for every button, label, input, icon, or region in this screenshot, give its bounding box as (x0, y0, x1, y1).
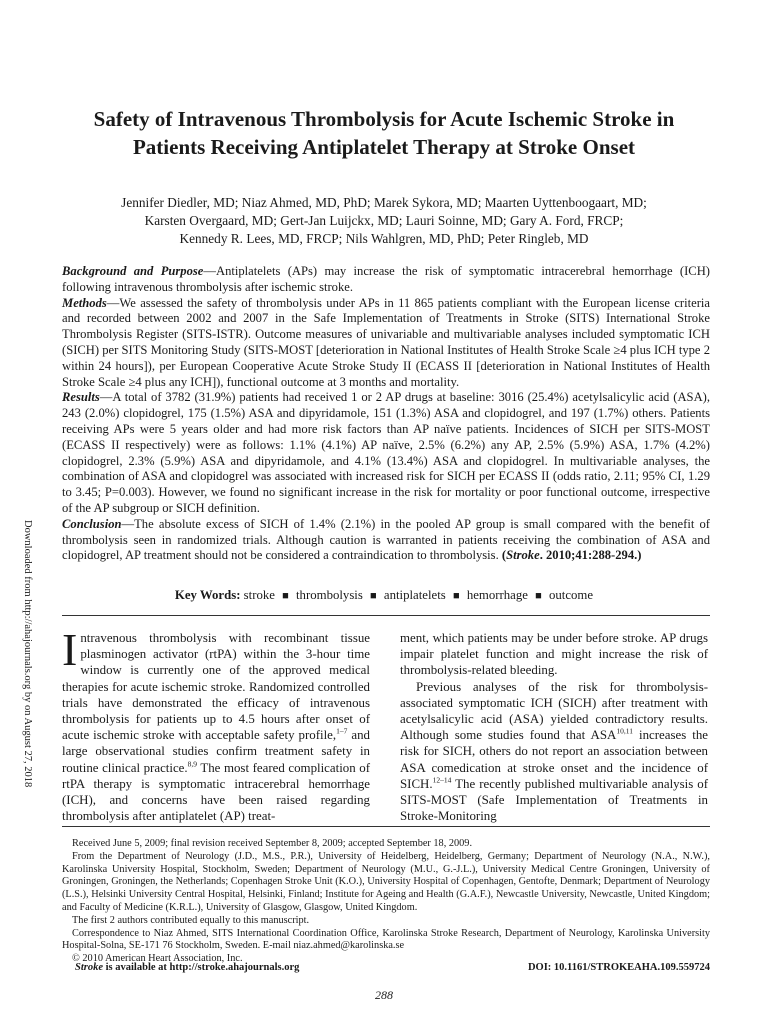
intro-paragraph-continued: ment, which patients may be under before stroke. AP drugs impair platelet function and might increase the risk of thrombolysis-related bleeding. (400, 631, 708, 678)
abstract-results-text: —A total of 3782 (31.9%) patients had received 1 or 2 AP drugs at baseline: 3016 (25.4%) acetylsalicylic acid (ASA), 243 (2.0%) clopidogrel, 175 (1.5%) ASA and dipyridamole, 151 (1.3%) ASA and clopidogrel, and 197 (1.7%) others. Patients receiving APs were 5 years older and had more risk factors than AP naïve patients. Incidences of SICH per SITS-MOST (ECASS II respectively) were as follows: 1.1% (4.1%) AP naïve, 2.5% (6.2%) any AP, 2.5% (5.9%) ASA, 1.7% (4.2%) clopidogrel, 2.3% (5.9%) ASA and dipyridamole, and 4.1% (13.4%) ASA and clopidogrel. In multivariable analyses, the combination of ASA and clopidogrel was associated with increased risk for SICH per ECASS II (odds ratio, 2.11; 95% CI, 1.29 to 3.45; P=0.003). However, we found no significant increase in the risk for mortality or poor functional outcome, irrespective of the AP subgroup or SICH definition. (62, 390, 710, 515)
abstract-conclusion-label: Conclusion (62, 516, 122, 531)
abstract-results-label: Results (62, 390, 100, 405)
keywords-label: Key Words: (174, 588, 241, 602)
section-divider (62, 615, 710, 616)
reference-superscript[interactable]: 10,11 (616, 726, 633, 736)
reference-superscript[interactable]: 8,9 (187, 759, 197, 769)
citation-rest: . 2010;41:288-294.) (539, 548, 642, 563)
keyword: stroke (243, 588, 275, 602)
keyword: antiplatelets (383, 588, 446, 602)
footnotes (62, 838, 710, 966)
doi-label[interactable]: DOI: 10.1161/STROKEAHA.109.559724 (527, 962, 710, 973)
keyword-separator: ■ (452, 590, 460, 602)
keyword: outcome (549, 588, 594, 602)
page-number: 288 (375, 988, 393, 1002)
intro-text: The most feared complication of rtPA therapy is symptomatic intracerebral hemorrhage (ICH), and concerns have been raised regarding thrombolysis after antiplatelet (AP) treat- (62, 760, 370, 824)
reference-superscript[interactable]: 12–14 (432, 775, 452, 785)
keywords (60, 587, 708, 604)
abstract-conclusion (62, 517, 710, 564)
body-text: increases the risk for SICH, others do not report an association between ASA comedication at stroke onset and the incidence of SICH. (400, 728, 708, 791)
article-title: Safety of Intravenous Thrombolysis for Acute Ischemic Stroke in Patients Receiving Antiplatelet Therapy at Stroke Onset (93, 107, 675, 159)
footnote-copyright: © 2010 American Heart Association, Inc. (72, 953, 243, 965)
abstract-results (62, 390, 710, 516)
author-line: Karsten Overgaard, MD; Gert-Jan Luijckx, MD; Lauri Soinne, MD; Gary A. Ford, FRCP; (144, 213, 624, 228)
journal-availability (75, 962, 299, 973)
abstract-citation (502, 548, 642, 562)
keyword-separator: ■ (370, 590, 377, 602)
citation-open: ( (501, 548, 507, 563)
keyword-separator: ■ (282, 590, 289, 602)
footnote-received: Received June 5, 2009; final revision received September 8, 2009; accepted September 18, 2009. (72, 838, 473, 849)
abstract-methods (62, 296, 710, 391)
author-line: Kennedy R. Lees, MD, FRCP; Nils Wahlgren, MD, PhD; Peter Ringleb, MD (179, 231, 589, 246)
footnote-correspondence: Correspondence to Niaz Ahmed, SITS International Coordination Office, Karolinska Stroke Research, Department of Neurology, Karolinska University Hospital-Solna, SE-171 76 Stockholm, Sweden. E-mail niaz.ahmed@karolinska.se (62, 927, 710, 952)
body-text: The recently published multivariable analysis of SITS-MOST (Safe Implementation of Treatments in Stroke-Monitoring (400, 776, 708, 824)
citation-journal: Stroke (506, 548, 540, 563)
author-line: Jennifer Diedler, MD; Niaz Ahmed, MD, PhD; Marek Sykora, MD; Maarten Uyttenboogaart, MD; (121, 195, 647, 210)
footer-availability-text[interactable]: is available at http://stroke.ahajournals.org (103, 962, 300, 973)
abstract-background-label: Background and Purpose (62, 264, 204, 278)
footnote-contribution: The first 2 authors contributed equally to this manuscript. (72, 914, 310, 926)
download-notice: Downloaded from http://ahajournals.org by on August 27, 2018 (22, 520, 33, 788)
abstract-methods-text: —We assessed the safety of thrombolysis under APs in 11 865 patients compliant with the European license criteria and recorded between 2002 and 2007 in the Safe Implementation of Treatments in Stroke (SITS) International Stroke Thrombolysis Register (SITS-ISTR). Outcome measures of univariable and multivariable analyses included symptomatic ICH (SICH) per SITS Monitoring Study (SITS-MOST [deterioration in National Institutes of Health Stroke Scale ≥4 plus ICH type 2 within 24 hours]), per European Cooperative Acute Stroke Study II (ECASS II [deterioration in National Institutes of Health Stroke Scale ≥4 plus any ICH]), functional outcome at 3 months and mortality. (62, 295, 710, 389)
intro-text: and large observational studies confirm treatment safety in routine clinical practice. (62, 728, 370, 775)
intro-text: ntravenous thrombolysis with recombinant tissue plasminogen activator (rtPA) within the 3-hour time window is currently one of the approved medical therapies for acute ischemic stroke. Randomized controlled trials have demonstrated the efficacy of intravenous thrombolysis for patients up to 4.5 hours after onset of acute ischemic stroke with acceptable safety profile, (62, 631, 370, 743)
keyword: thrombolysis (296, 588, 363, 602)
keyword: hemorrhage (466, 588, 528, 602)
intro-paragraph (62, 624, 370, 824)
reference-superscript[interactable]: 1–7 (336, 726, 348, 736)
previous-analyses-paragraph (400, 679, 708, 825)
keyword-separator: ■ (535, 590, 542, 602)
abstract-background (62, 264, 710, 296)
footnote-divider (62, 826, 710, 827)
abstract-methods-label: Methods (62, 295, 107, 310)
download-sidebar (22, 520, 46, 860)
drop-cap: I (62, 624, 78, 675)
author-list (60, 194, 708, 248)
abstract-conclusion-text: —The absolute excess of SICH of 1.4% (2.1%) in the pooled AP group is small compared with the benefit of thrombolysis seen in randomized trials. Although caution is warranted in patients receiving the combination of ASA and clopidogrel, AP treatment should not be considered a contraindication to thrombolysis. (62, 516, 710, 563)
abstract-background-text: —Antiplatelets (APs) may increase the risk of symptomatic intracerebral hemorrhage (ICH) following intravenous thrombolysis after ischemic stroke. (62, 264, 710, 294)
body-column-left (62, 624, 370, 824)
body-column-right (400, 630, 708, 824)
footer-journal-name: Stroke (75, 962, 104, 973)
body-text: Previous analyses of the risk for thrombolysis-associated symptomatic ICH (SICH) after treatment with acetylsalicylic acid (ASA) yielded contradictory results. Although some studies found that ASA (400, 679, 708, 743)
footnote-affiliations: From the Department of Neurology (J.D., M.S., P.R.), University of Heidelberg, Heidelberg, Germany; Department of Neurology (N.A., N.W.), Karolinska University Hospital, Stockholm, Sweden; Department of Neurology (M.U., G.-J.L.), University Medical Centre Groningen, University of Groningen, Groningen, the Netherlands; Copenhagen Stroke Unit (K.O.), University Hospital of Copenhagen, Gentofte, Denmark; Department of Neurology (L.S.), Helsinki University Central Hospital, Helsinki, Finland; Institute for Ageing and Health (G.A.F.), Newcastle University, Newcastle, United Kingdom; and Faculty of Medicine (K.R.L.), University of Glasgow, Glasgow, United Kingdom. (62, 850, 710, 913)
abstract (62, 264, 710, 564)
